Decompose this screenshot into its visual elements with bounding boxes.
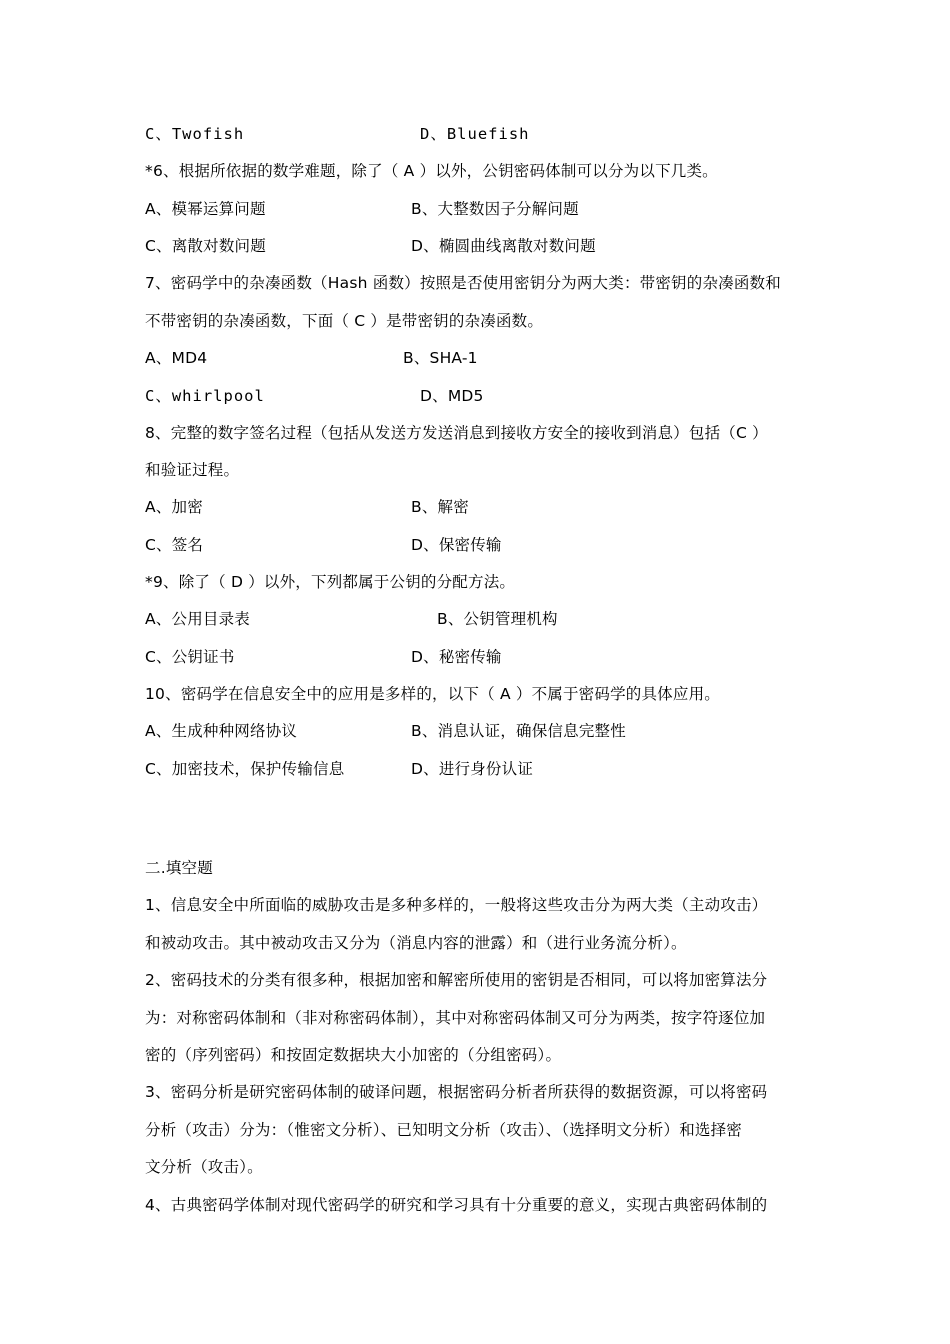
q10-option-a: A、生成种种网络协议 (145, 722, 298, 740)
q7-stem-line2: 不带密钥的杂凑函数，下面（ C ）是带密钥的杂凑函数。 (145, 312, 544, 330)
q9-option-b: B、公钥管理机构 (437, 610, 558, 628)
q8-stem-line1: 8、完整的数字签名过程（包括从发送方发送消息到接收方安全的接收到消息）包括（C ） (145, 424, 768, 442)
q8-stem-line2: 和验证过程。 (145, 461, 240, 479)
q6-option-c: C、离散对数问题 (145, 237, 266, 255)
q9-option-c: C、公钥证书 (145, 648, 235, 666)
q7-stem-line1: 7、密码学中的杂凑函数（Hash 函数）按照是否使用密钥分为两大类：带密钥的杂凑函数和 (145, 274, 781, 292)
q7-option-d: D、MD5 (420, 387, 484, 405)
q9-option-d: D、秘密传输 (411, 648, 502, 666)
fill1-line1: 1、信息安全中所面临的威胁攻击是多种多样的，一般将这些攻击分为两大类（主动攻击） (145, 896, 768, 914)
q7-option-c: C、whirlpool (145, 387, 265, 405)
fill4-line1: 4、古典密码学体制对现代密码学的研究和学习具有十分重要的意义，实现古典密码体制的 (145, 1196, 768, 1214)
fill2-line3: 密的（序列密码）和按固定数据块大小加密的（分组密码）。 (145, 1046, 562, 1064)
fill2-line2: 为：对称密码体制和（非对称密码体制），其中对称密码体制又可分为两类，按字符逐位加 (145, 1009, 766, 1027)
q6-option-a: A、模幂运算问题 (145, 200, 266, 218)
q6-option-d: D、椭圆曲线离散对数问题 (411, 237, 596, 255)
q6-option-b: B、大整数因子分解问题 (411, 200, 579, 218)
q10-option-b: B、消息认证，确保信息完整性 (411, 722, 626, 740)
q8-option-b: B、解密 (411, 498, 469, 516)
fill3-line2: 分析（攻击）分为：（惟密文分析）、已知明文分析（攻击）、（选择明文分析）和选择密 (145, 1121, 743, 1139)
q7-option-a: A、MD4 (145, 349, 208, 367)
fill3-line3: 文分析（攻击）。 (145, 1158, 263, 1176)
q9-option-a: A、公用目录表 (145, 610, 251, 628)
q10-option-c: C、加密技术，保护传输信息 (145, 760, 345, 778)
q10-stem: 10、密码学在信息安全中的应用是多样的，以下（ A ）不属于密码学的具体应用。 (145, 685, 720, 703)
fill2-line1: 2、密码技术的分类有很多种，根据加密和解密所使用的密钥是否相同，可以将加密算法分 (145, 971, 768, 989)
q8-option-c: C、签名 (145, 536, 204, 554)
fill3-line1: 3、密码分析是研究密码体制的破译问题，根据密码分析者所获得的数据资源，可以将密码 (145, 1083, 768, 1101)
q8-option-d: D、保密传输 (411, 536, 502, 554)
q5-option-c: C、Twofish (145, 125, 245, 143)
section2-heading: 二.填空题 (145, 859, 213, 877)
q9-stem: *9、除了（ D ）以外，下列都属于公钥的分配方法。 (145, 573, 516, 591)
fill1-line2: 和被动攻击。其中被动攻击又分为（消息内容的泄露）和（进行业务流分析）。 (145, 934, 687, 952)
q6-stem: *6、根据所依据的数学难题，除了（ A ）以外，公钥密码体制可以分为以下几类。 (145, 162, 718, 180)
q7-option-b: B、SHA-1 (403, 349, 478, 367)
q10-option-d: D、进行身份认证 (411, 760, 534, 778)
q8-option-a: A、加密 (145, 498, 203, 516)
q5-option-d: D、Bluefish (420, 125, 530, 143)
